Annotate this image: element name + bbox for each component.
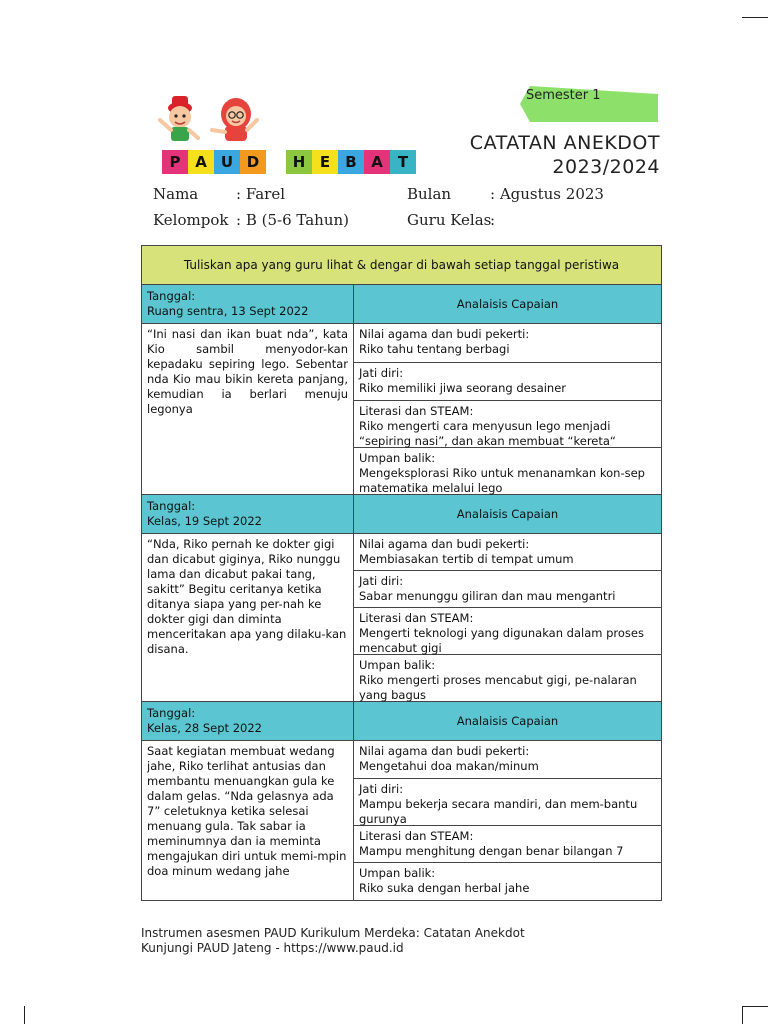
bulan-value: : Agustus 2023 (490, 185, 604, 203)
semester-label: Semester 1 (526, 88, 601, 103)
aspect-label: Nilai agama dan budi pekerti: (359, 327, 530, 341)
logo-letter: U (214, 150, 240, 174)
aspect-nilai-agama (354, 534, 661, 571)
aspect-value: Riko suka dengan herbal jahe (359, 881, 530, 895)
date-label: Tanggal: (147, 499, 196, 513)
story-cell: Saat kegiatan membuat wedang jahe, Riko terlihat antusias dan membantu menuangkan gula ke dalam gelas. “Nda gelasnya ada 7” celetuknya ketika selesai menuang gula. Tak sabar ia meminumnya dan ia meminta mengajukan diri untuk memi-mpin doa minum wedang jahe (142, 741, 354, 901)
guru-label: Guru Kelas (407, 211, 492, 229)
logo-letter: A (188, 150, 214, 174)
story-cell: “Ini nasi dan ikan buat nda”, kata Kio sambil menyodor-kan kepadaku sepiring lego. Sebentar nda Kio mau bikin kereta panjang, kemudian ia berlari menuju legonya (142, 324, 354, 495)
date-value: Kelas, 19 Sept 2022 (147, 514, 262, 528)
aspect-label: Umpan balik: (359, 451, 436, 465)
aspect-label: Jati diri: (359, 782, 404, 796)
aspect-literasi-steam (354, 826, 661, 863)
logo-letter: B (338, 150, 364, 174)
crop-mark (742, 17, 768, 18)
date-cell (142, 495, 354, 534)
aspect-umpan-balik (354, 863, 661, 900)
capaian-header: Analaisis Capaian (354, 702, 662, 741)
story-cell: “Nda, Riko pernah ke dokter gigi dan dicabut giginya, Riko nunggu lama dan dicabut pakai tang, sakitt” Begitu ceritanya ketika ditanya siapa yang per-nah ke dokter gigi dan diminta menceritakan apa yang dilaku-kan disana. (142, 534, 354, 702)
aspect-umpan-balik (354, 448, 661, 494)
aspect-jati-diri (354, 571, 661, 608)
nama-value: : Farel (236, 185, 285, 203)
semester-badge (520, 86, 658, 122)
aspect-label: Umpan balik: (359, 658, 436, 672)
aspect-value: Mengeksplorasi Riko untuk menanamkan kon-sep matematika melalui lego (359, 466, 645, 495)
logo-letter: H (286, 150, 312, 174)
kelompok-label: Kelompok (153, 211, 229, 229)
page-title (470, 131, 660, 179)
instruction-row: Tuliskan apa yang guru lihat & dengar di bawah setiap tanggal peristiwa (142, 246, 662, 285)
page-footer (141, 926, 525, 956)
aspect-label: Literasi dan STEAM: (359, 829, 474, 843)
aspect-value: Riko memiliki jiwa seorang desainer (359, 381, 567, 395)
logo-letter: D (240, 150, 266, 174)
date-value: Ruang sentra, 13 Sept 2022 (147, 304, 309, 318)
aspect-literasi-steam (354, 401, 661, 448)
logo-letters (162, 150, 416, 174)
aspect-literasi-steam (354, 608, 661, 655)
kelompok-value: : B (5-6 Tahun) (236, 211, 350, 229)
footer-link[interactable]: Kunjungi PAUD Jateng - https://www.paud.id (141, 941, 404, 955)
aspect-umpan-balik (354, 655, 661, 701)
crop-mark (24, 1006, 25, 1024)
aspect-label: Umpan balik: (359, 866, 436, 880)
logo-letter: P (162, 150, 188, 174)
date-value: Kelas, 28 Sept 2022 (147, 721, 262, 735)
title-line1: CATATAN ANEKDOT (469, 132, 660, 154)
aspect-label: Literasi dan STEAM: (359, 404, 474, 418)
crop-mark (742, 1006, 768, 1007)
aspect-label: Jati diri: (359, 574, 404, 588)
aspect-label: Nilai agama dan budi pekerti: (359, 744, 530, 758)
capaian-cell (354, 534, 662, 702)
aspect-value: Riko mengerti proses mencabut gigi, pe-nalaran yang bagus (359, 673, 637, 702)
title-line2: 2023/2024 (552, 156, 660, 178)
aspect-value: Mampu bekerja secara mandiri, dan mem-bantu gurunya (359, 797, 638, 826)
aspect-value: Riko tahu tentang berbagi (359, 342, 510, 356)
aspect-value: Mengetahui doa makan/minum (359, 759, 539, 773)
aspect-jati-diri (354, 779, 661, 826)
bulan-label: Bulan (407, 185, 452, 203)
capaian-cell (354, 741, 662, 901)
aspect-label: Jati diri: (359, 366, 404, 380)
date-label: Tanggal: (147, 706, 196, 720)
logo-letter: T (390, 150, 416, 174)
aspect-value: Mampu menghitung dengan benar bilangan 7 (359, 844, 624, 858)
anekdot-table (141, 245, 662, 901)
aspect-value: Riko mengerti cara menyusun lego menjadi “sepiring nasi”, dan akan membuat “kereta“ (359, 419, 616, 448)
crop-mark (742, 1006, 743, 1024)
date-cell (142, 702, 354, 741)
logo-letter: A (364, 150, 390, 174)
logo-letter: E (312, 150, 338, 174)
capaian-header: Analaisis Capaian (354, 495, 662, 534)
aspect-value: Sabar menunggu giliran dan mau mengantri (359, 589, 616, 603)
aspect-jati-diri (354, 363, 661, 401)
capaian-cell (354, 324, 662, 495)
date-label: Tanggal: (147, 289, 196, 303)
aspect-nilai-agama (354, 741, 661, 779)
aspect-nilai-agama (354, 324, 661, 363)
capaian-header: Analaisis Capaian (354, 285, 662, 324)
nama-label: Nama (153, 185, 199, 203)
student-info (153, 185, 673, 235)
footer-line1: Instrumen asesmen PAUD Kurikulum Merdeka: Catatan Anekdot (141, 926, 525, 940)
guru-value: : (490, 211, 496, 229)
aspect-label: Nilai agama dan budi pekerti: (359, 537, 530, 551)
aspect-value: Membiasakan tertib di tempat umum (359, 552, 574, 566)
aspect-label: Literasi dan STEAM: (359, 611, 474, 625)
paud-hebat-logo (150, 92, 440, 184)
date-cell (142, 285, 354, 324)
aspect-value: Mengerti teknologi yang digunakan dalam proses mencabut gigi (359, 626, 644, 655)
